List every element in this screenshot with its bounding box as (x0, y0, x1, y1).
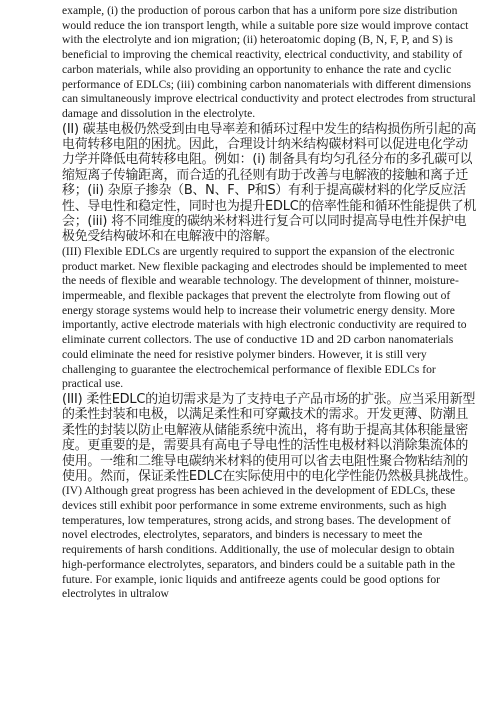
paragraph-en-iv: (IV) Although great progress has been achieved in the development of EDLCs, these devices still exhibit poor performance in some extreme environments, such as high temperatures, low temperatures, strong acids, and strong bases. The development of novel electrodes, electrolytes, separators, and binders is necessary to meet the requirements of harsh conditions. Additionally, the use of molecular design to obtain high-performance electrolytes, separators, and binders could be a suitable path in the future. For example, ionic liquids and antifreeze agents could be good options for electrolytes in ultralow (62, 484, 456, 601)
paragraph-zh-ii: (II) 碳基电极仍然受到由电导率差和循环过程中发生的结构损伤所引起的高电荷转移电阻的困扰。因此，合理设计纳米结构碳材料可以促进电化学动力学并降低电荷转移电阻。例如：(i) 制备具有均匀孔径分布的多孔碳可以缩短离子传输距离，而合适的孔径则有助于改善与电解液的接触和离子迁移；(ii) 杂原子掺杂（B、N、F、P和S）有利于提高碳材料的化学反应活性、导电性和稳定性，同时也为提升EDLC的倍率性能和循环性能提供了机会；(iii) 将不同维度的碳纳米材料进行复合可以同时提高导电性并保护电极免受结构破坏和在电解液中的溶解。 (62, 121, 477, 245)
paragraph-en-ii-continued: example, (i) the production of porous carbon that has a uniform pore size distribution would reduce the ion transport length, while a suitable pore size would improve contact with the electrolyte and ion migration; (ii) heteroatomic doping (B, N, F, P, and S) is beneficial to improving the chemical reactivity, electrical conductivity, and stability of carbon materials, while also providing an opportunity to enhance the rate and cyclic performance of EDLCs; (iii) combining carbon nanomaterials with different dimensions can simultaneously improve electrical conductivity and protect electrodes from structural damage and dissolution in the electrolyte. (62, 4, 476, 120)
paragraph-en-iii: (III) Flexible EDLCs are urgently required to support the expansion of the electronic product market. New flexible packaging and electrodes should be implemented to meet the needs of flexible and wearable technology. The development of thinner, moisture-impermeable, and flexible packages that prevent the electrolyte from flowing out of energy storage systems would help to increase their volumetric energy density. More importantly, active electrode materials with high electronic conductivity are required to eliminate current collectors. The use of conductive 1D and 2D carbon nanomaterials could eliminate the need for resistive polymer binders. However, it is still very challenging to guarantee the electrochemical performance of flexible EDLCs for practical use. (62, 244, 468, 391)
paragraph-zh-iii: (III) 柔性EDLC的迫切需求是为了支持电子产品市场的扩张。应当采用新型的柔性封装和电极，以满足柔性和可穿戴技术的需求。开发更薄、防潮且柔性的封装以防止电解液从储能系统中流出，将有助于提高其体积能量密度。更重要的是，需要具有高电子导电性的活性电极材料以消除集流体的使用。一维和二维导电碳纳米材料的使用可以省去电阻性聚合物粘结剂的使用。然而，保证柔性EDLC在实际使用中的电化学性能仍然极具挑战性。 (62, 391, 477, 484)
